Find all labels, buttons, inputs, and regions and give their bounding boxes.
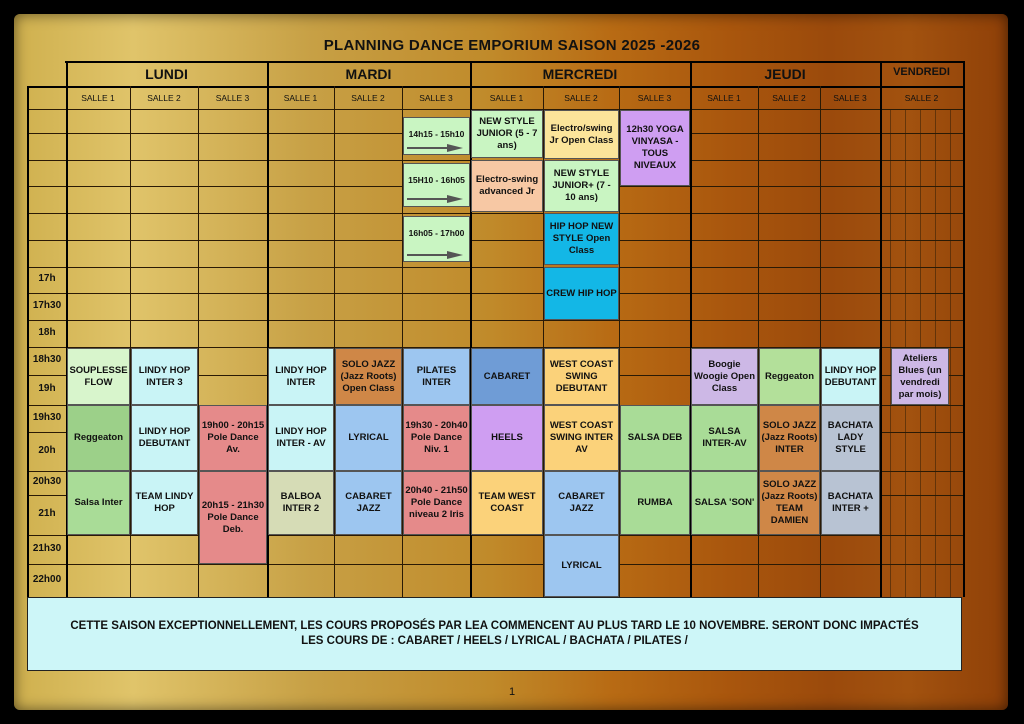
class-block bbox=[335, 348, 402, 405]
class-block bbox=[471, 110, 543, 158]
class-block bbox=[268, 348, 334, 405]
time-label: 18h30 bbox=[32, 354, 62, 365]
page-number: 1 bbox=[508, 686, 516, 698]
class-label: Electro-swing advanced Jr bbox=[475, 174, 539, 197]
class-block bbox=[199, 471, 267, 564]
class-block bbox=[67, 405, 130, 471]
class-block bbox=[335, 471, 402, 535]
grid-line bbox=[27, 267, 963, 268]
class-block bbox=[131, 348, 198, 405]
class-label: SALSA DEB bbox=[627, 432, 683, 443]
salle-header: SALLE 2 bbox=[772, 93, 806, 103]
class-block bbox=[471, 405, 543, 471]
day-header-2: MERCREDI bbox=[542, 66, 618, 82]
class-block bbox=[67, 471, 130, 535]
day-header-0: LUNDI bbox=[145, 66, 188, 82]
grid-line bbox=[27, 535, 963, 536]
time-label: 17h bbox=[38, 273, 56, 284]
class-label: NEW STYLE JUNIOR (5 - 7 ans) bbox=[476, 116, 538, 151]
class-label: WEST COAST SWING INTER AV bbox=[549, 420, 614, 455]
class-label: Boogie Woogie Open Class bbox=[693, 358, 756, 394]
salle-header: SALLE 3 bbox=[419, 93, 453, 103]
class-label: Reggeaton bbox=[73, 432, 124, 443]
class-block bbox=[821, 471, 880, 535]
class-label: Reggeaton bbox=[764, 370, 815, 382]
time-label: 18h bbox=[38, 326, 56, 338]
grid-line bbox=[27, 320, 963, 321]
salle-header: SALLE 3 bbox=[215, 93, 250, 103]
arrow-right-icon bbox=[407, 251, 463, 259]
class-label: BACHATA INTER + bbox=[827, 491, 874, 514]
time-label: 19h30 bbox=[32, 411, 62, 423]
class-label: SALSA 'SON' bbox=[694, 497, 755, 508]
class-label: HEELS bbox=[491, 432, 523, 443]
grid-line bbox=[27, 213, 963, 214]
time-label: 22h00 bbox=[32, 573, 62, 585]
salle-header: SALLE 3 bbox=[637, 93, 672, 103]
class-block bbox=[821, 405, 880, 471]
class-label: 15H10 - 16h05 bbox=[408, 175, 465, 185]
class-block bbox=[620, 471, 690, 535]
class-label: 20h40 - 21h50 Pole Dance niveau 2 Iris bbox=[405, 485, 468, 520]
class-block bbox=[544, 160, 619, 212]
class-label: CREW HIP HOP bbox=[546, 287, 617, 299]
class-block bbox=[691, 405, 758, 471]
class-block bbox=[620, 405, 690, 471]
class-label: Electro/swing Jr Open Class bbox=[549, 122, 614, 146]
day-header-3: JEUDI bbox=[764, 66, 806, 82]
class-block bbox=[544, 405, 619, 471]
grid-line bbox=[65, 61, 963, 63]
arrow-right-icon bbox=[407, 195, 463, 203]
class-label: NEW STYLE JUNIOR+ (7 - 10 ans) bbox=[552, 168, 611, 203]
class-label: SOUPLESSE FLOW bbox=[69, 364, 128, 388]
salle-header: SALLE 1 bbox=[489, 93, 524, 103]
grid-line bbox=[963, 61, 965, 597]
class-block bbox=[403, 405, 470, 471]
day-header-4: VENDREDI bbox=[893, 66, 950, 78]
class-label: LYRICAL bbox=[561, 560, 602, 571]
salle-header: SALLE 2 bbox=[351, 93, 385, 103]
notice-banner: CETTE SAISON EXCEPTIONNELLEMENT, LES COURS PROPOSÉS PAR LEA COMMENCENT AU PLUS TARD LE 10 NOVEMBRE. SERONT DONC IMPACTÉS LES COURS DE : CABARET / HEELS / LYRICAL / BACHATA / PILATES / bbox=[27, 597, 962, 671]
grid-line bbox=[27, 86, 29, 597]
class-block bbox=[268, 471, 334, 535]
salle-header: SALLE 2 bbox=[564, 93, 598, 103]
class-block bbox=[67, 348, 130, 405]
class-block bbox=[131, 471, 198, 535]
grid-line bbox=[27, 293, 963, 294]
arrow-right-icon bbox=[407, 144, 463, 152]
page-title: PLANNING DANCE EMPORIUM SAISON 2025 -2026 bbox=[323, 37, 701, 54]
grid-line bbox=[27, 240, 963, 241]
class-block bbox=[691, 348, 758, 405]
class-block bbox=[131, 405, 198, 471]
class-label: LINDY HOP DEBUTANT bbox=[824, 364, 877, 388]
class-block bbox=[471, 471, 543, 535]
class-block bbox=[268, 405, 334, 471]
class-label: Salsa Inter bbox=[74, 497, 123, 508]
class-label: CABARET JAZZ bbox=[558, 491, 605, 514]
class-label: HIP HOP NEW STYLE Open Class bbox=[549, 221, 614, 256]
class-block bbox=[403, 471, 470, 535]
class-label: LINDY HOP DEBUTANT bbox=[138, 426, 191, 449]
day-header-1: MARDI bbox=[345, 66, 392, 82]
class-label: PILATES INTER bbox=[416, 364, 457, 388]
class-label: TEAM LINDY HOP bbox=[135, 491, 194, 514]
class-label: 16h05 - 17h00 bbox=[408, 228, 465, 238]
class-block bbox=[759, 471, 820, 535]
class-block bbox=[759, 405, 820, 471]
time-label: 21h30 bbox=[32, 542, 62, 554]
class-label: LYRICAL bbox=[348, 432, 389, 443]
class-block bbox=[620, 110, 690, 186]
time-label: 20h bbox=[38, 444, 56, 456]
grid-line bbox=[950, 110, 951, 597]
class-label: 14h15 - 15h10 bbox=[408, 129, 465, 139]
class-label: TEAM WEST COAST bbox=[478, 491, 536, 514]
class-label: RUMBA bbox=[637, 497, 673, 508]
class-block bbox=[691, 471, 758, 535]
salle-header: SALLE 2 bbox=[904, 93, 939, 103]
class-label: LINDY HOP INTER 3 bbox=[138, 364, 191, 388]
class-label: SOLO JAZZ (Jazz Roots) Open Class bbox=[340, 358, 397, 394]
class-label: 19h00 - 20h15 Pole Dance Av. bbox=[201, 420, 265, 455]
grid-line bbox=[880, 61, 882, 597]
class-block bbox=[335, 405, 402, 471]
salle-header: SALLE 2 bbox=[147, 93, 181, 103]
salle-header: SALLE 1 bbox=[81, 93, 115, 103]
class-block bbox=[759, 348, 820, 405]
salle-header: SALLE 1 bbox=[707, 93, 741, 103]
class-label: SALSA INTER-AV bbox=[702, 426, 747, 449]
class-block bbox=[544, 535, 619, 597]
class-block bbox=[891, 348, 949, 405]
class-label: WEST COAST SWING DEBUTANT bbox=[549, 358, 614, 394]
class-block bbox=[544, 267, 619, 320]
grid-line bbox=[27, 86, 963, 88]
class-block bbox=[544, 110, 619, 159]
class-block bbox=[471, 348, 543, 405]
class-block bbox=[544, 213, 619, 265]
time-label: 19h bbox=[38, 383, 56, 394]
class-label: CABARET JAZZ bbox=[345, 491, 392, 514]
class-label: Ateliers Blues (un vendredi par mois) bbox=[898, 352, 942, 400]
salle-header: SALLE 3 bbox=[833, 93, 867, 103]
class-label: BACHATA LADY STYLE bbox=[827, 420, 874, 455]
class-label: CABARET bbox=[483, 370, 531, 382]
class-label: SOLO JAZZ (Jazz Roots) INTER bbox=[761, 420, 818, 455]
class-block bbox=[471, 160, 543, 212]
class-label: 20h15 - 21h30 Pole Dance Deb. bbox=[201, 499, 265, 535]
salle-header: SALLE 1 bbox=[283, 93, 318, 103]
class-label: 12h30 YOGA VINYASA - TOUS NIVEAUX bbox=[626, 124, 684, 171]
class-block bbox=[199, 405, 267, 471]
class-label: SOLO JAZZ (Jazz Roots) TEAM DAMIEN bbox=[761, 479, 818, 526]
class-label: LINDY HOP INTER - AV bbox=[275, 426, 327, 449]
class-block bbox=[544, 348, 619, 405]
class-label: 19h30 - 20h40 Pole Dance Niv. 1 bbox=[405, 420, 468, 455]
class-label: LINDY HOP INTER bbox=[275, 364, 327, 388]
time-label: 17h30 bbox=[32, 299, 62, 311]
grid-line bbox=[27, 564, 963, 565]
class-block bbox=[403, 348, 470, 405]
time-label: 21h bbox=[38, 508, 56, 519]
class-block bbox=[821, 348, 880, 405]
class-label: BALBOA INTER 2 bbox=[280, 491, 322, 514]
class-block bbox=[544, 471, 619, 535]
time-label: 20h30 bbox=[32, 476, 62, 487]
